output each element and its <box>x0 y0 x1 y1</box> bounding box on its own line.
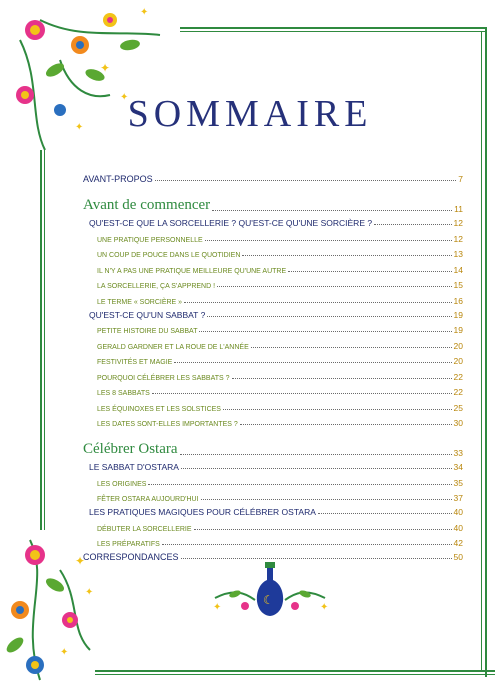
frame-top-line <box>180 27 485 29</box>
toc-entry-label: LES PRATIQUES MAGIQUES POUR CÉLÉBRER OSTARA <box>89 507 316 517</box>
toc-entry[interactable] <box>83 170 463 184</box>
toc-page-number: 14 <box>453 264 463 275</box>
toc-entry-label: QU'EST-CE QU'UN SABBAT ? <box>89 309 206 320</box>
toc-entry-label: CORRESPONDANCES <box>83 552 179 562</box>
toc-page-number: 11 <box>454 204 463 214</box>
toc-dot-leader <box>174 362 451 363</box>
svg-text:✦: ✦ <box>60 647 69 658</box>
toc-page-number: 19 <box>453 325 463 335</box>
toc-dot-leader <box>288 271 451 272</box>
toc-page-number: 13 <box>453 249 463 259</box>
toc-dot-leader <box>180 454 452 455</box>
toc-dot-leader <box>162 544 452 545</box>
svg-text:✦: ✦ <box>213 602 222 613</box>
toc-entry-label: GERALD GARDNER ET LA ROUE DE L'ANNÉE <box>97 343 249 351</box>
toc-page-number: 33 <box>453 448 463 458</box>
svg-text:☾: ☾ <box>263 593 274 607</box>
frame-left-line-inner <box>44 150 45 530</box>
toc-entry[interactable] <box>83 458 463 472</box>
svg-text:✦: ✦ <box>320 602 329 613</box>
frame-left-line <box>40 150 42 530</box>
toc-page-number: 40 <box>453 522 463 533</box>
frame-top-line-inner <box>180 31 485 32</box>
toc-entry[interactable] <box>83 517 463 533</box>
toc-entry-label: PETITE HISTOIRE DU SABBAT <box>97 328 198 335</box>
toc-dot-leader <box>152 393 452 394</box>
toc-entry[interactable] <box>83 382 463 398</box>
toc-entry-label: UN COUP DE POUCE DANS LE QUOTIDIEN <box>97 252 241 259</box>
toc-page-number: 16 <box>453 295 463 306</box>
toc-dot-leader <box>207 316 451 317</box>
toc-dot-leader <box>251 347 452 348</box>
toc-entry[interactable] <box>83 503 463 517</box>
toc-entry[interactable] <box>83 366 463 382</box>
floral-corner-top-left-icon <box>0 0 180 160</box>
toc-page-number: 30 <box>453 418 463 428</box>
toc-dot-leader <box>199 331 451 332</box>
toc-dot-leader <box>232 378 452 379</box>
toc-entry-label: LE TERME « SORCIÈRE » <box>97 298 183 306</box>
potion-bottle-ornament-icon <box>205 558 335 618</box>
toc-entry[interactable] <box>83 306 463 320</box>
svg-text:✦: ✦ <box>85 587 94 598</box>
svg-text:✦: ✦ <box>100 61 111 75</box>
svg-text:✦: ✦ <box>75 554 86 568</box>
toc-entry-label: LA SORCELLERIE, ÇA S'APPREND ! <box>97 283 216 290</box>
toc-entry[interactable] <box>83 533 463 549</box>
toc-dot-leader <box>148 484 451 485</box>
toc-dot-leader <box>217 286 451 287</box>
toc-page-number: 34 <box>453 462 463 472</box>
toc-entry-label: LES ORIGINES <box>97 480 147 488</box>
toc-page-number: 50 <box>453 552 463 562</box>
toc-section-heading[interactable] <box>83 194 463 214</box>
toc-entry-label: LES DATES SONT-ELLES IMPORTANTES ? <box>97 421 238 428</box>
toc-page-number: 15 <box>453 280 463 290</box>
svg-text:✦: ✦ <box>75 122 84 133</box>
toc-spacer <box>83 428 463 438</box>
toc-entry[interactable] <box>83 290 463 306</box>
toc-entry-label: AVANT-PROPOS <box>83 174 153 184</box>
toc-page-number: 12 <box>453 218 463 228</box>
toc-entry[interactable] <box>83 413 463 429</box>
svg-text:✦: ✦ <box>140 7 149 18</box>
toc-spacer <box>83 184 463 194</box>
toc-entry[interactable] <box>83 259 463 275</box>
toc-dot-leader <box>194 529 452 530</box>
toc-page-number: 7 <box>458 174 463 184</box>
toc-page-number: 22 <box>453 387 463 397</box>
toc-page-number: 42 <box>453 538 463 548</box>
toc-entry[interactable] <box>83 244 463 260</box>
toc-page-number: 20 <box>453 340 463 351</box>
toc-dot-leader <box>240 424 452 425</box>
toc-dot-leader <box>181 468 452 469</box>
toc-entry-label: FÊTER OSTARA AUJOURD'HUI <box>97 496 199 503</box>
toc-dot-leader <box>223 409 452 410</box>
toc-entry-label: LE SABBAT D'OSTARA <box>89 462 179 472</box>
toc-entry-label: LES ÉQUINOXES ET LES SOLSTICES <box>97 405 221 413</box>
toc-entry[interactable] <box>83 397 463 413</box>
toc-page-number: 40 <box>453 507 463 517</box>
toc-dot-leader <box>184 302 451 303</box>
toc-entry[interactable] <box>83 335 463 351</box>
toc-page-number: 22 <box>453 371 463 382</box>
toc-entry-label: QU'EST-CE QUE LA SORCELLERIE ? QU'EST-CE QU'UNE SORCIÈRE ? <box>89 218 373 228</box>
page-title: SOMMAIRE <box>127 93 373 135</box>
toc-entry[interactable] <box>83 472 463 488</box>
toc-entry[interactable] <box>83 214 463 228</box>
toc-entry[interactable] <box>83 320 463 336</box>
toc-entry-label: DÉBUTER LA SORCELLERIE <box>97 525 192 533</box>
toc-entry-label: FESTIVITÉS ET MAGIE <box>97 359 173 366</box>
toc-entry-label: POURQUOI CÉLÉBRER LES SABBATS ? <box>97 374 230 382</box>
toc-page-number: 35 <box>453 477 463 488</box>
toc-entry-label: Célébrer Ostara <box>83 441 178 457</box>
toc-dot-leader <box>155 180 457 181</box>
toc-dot-leader <box>201 499 452 500</box>
toc-section-heading[interactable] <box>83 438 463 458</box>
toc-dot-leader <box>212 210 452 211</box>
toc-page-number: 37 <box>453 493 463 503</box>
toc-dot-leader <box>318 513 452 514</box>
toc-entry[interactable] <box>83 275 463 291</box>
toc-entry-label: UNE PRATIQUE PERSONNELLE <box>97 236 203 244</box>
toc-page-number: 19 <box>453 309 463 320</box>
toc-entry[interactable] <box>83 228 463 244</box>
toc-entry-label: LES PRÉPARATIFS <box>97 541 160 548</box>
toc-dot-leader <box>205 240 452 241</box>
svg-text:✦: ✦ <box>120 92 129 103</box>
toc-entry[interactable] <box>83 351 463 367</box>
frame-bottom-line-inner <box>95 674 495 675</box>
toc-entry-label: Avant de commencer <box>83 197 211 213</box>
toc-page-number: 12 <box>453 233 463 244</box>
toc-page-number: 20 <box>453 356 463 366</box>
toc-dot-leader <box>242 255 451 256</box>
toc-page-number: 25 <box>453 402 463 413</box>
table-of-contents <box>83 170 463 562</box>
toc-dot-leader <box>374 224 451 225</box>
frame-bottom-line <box>95 670 495 672</box>
toc-entry-label: LES 8 SABBATS <box>97 390 150 397</box>
toc-entry[interactable] <box>83 488 463 504</box>
toc-entry-label: IL N'Y A PAS UNE PRATIQUE MEILLEURE QU'UNE AUTRE <box>97 267 287 275</box>
